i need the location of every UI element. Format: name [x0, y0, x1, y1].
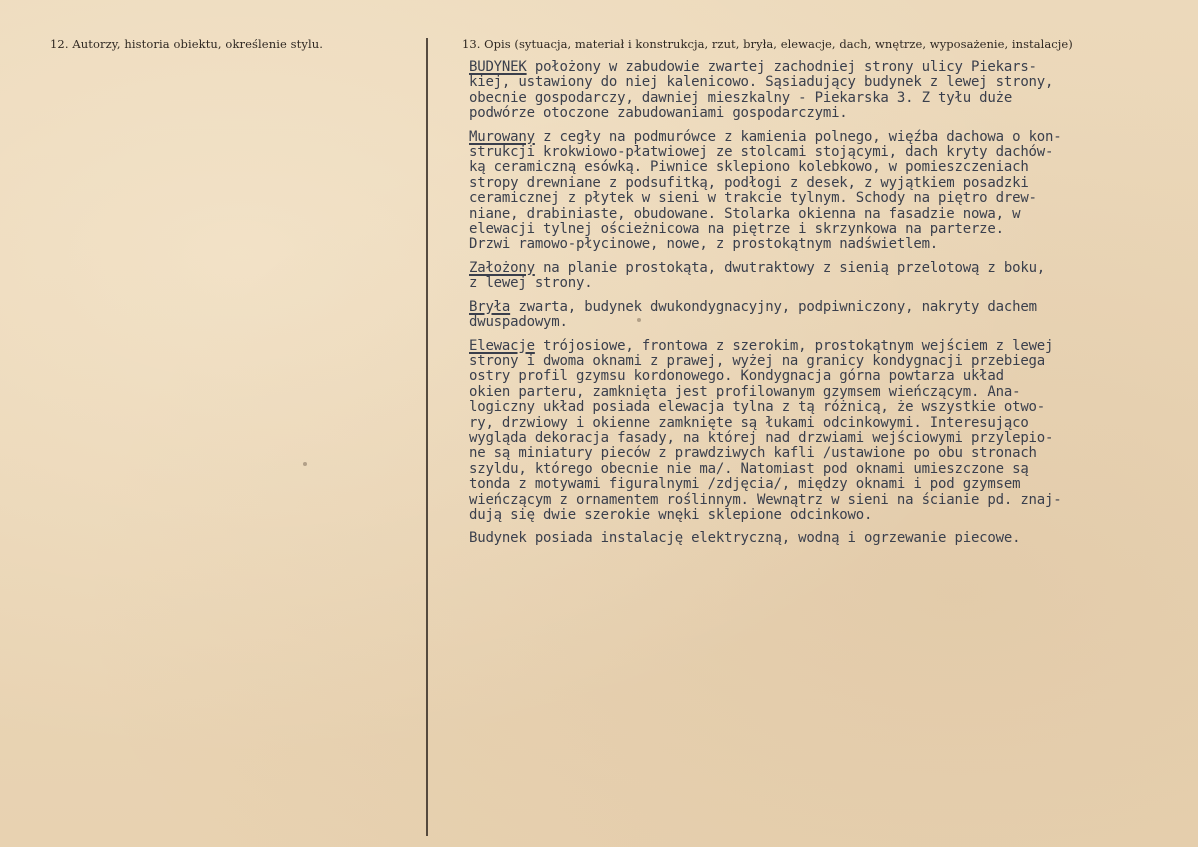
text-span: na planie prostokąta, dwutraktowy z sienią przelotową z boku, — [534, 259, 1046, 276]
text-line: ne są miniatury pieców z prawdziwych kafli /ustawione po obu stronach — [469, 445, 1037, 462]
text-line: ry, drzwiowy i okienne zamknięte są łukami odcinkowymi. Interesująco — [469, 414, 1029, 431]
text-line: logiczny układ posiada elewacja tylna z tą różnicą, że wszystkie otwo- — [469, 399, 1046, 416]
text-span: trójosiowe, frontowa z szerokim, prostokątnym wejściem z lewej — [534, 337, 1054, 354]
text-span: położony w zabudowie zwartej zachodniej strony ulicy Piekars- — [526, 59, 1037, 75]
keyword-budynek: BUDYNEK — [469, 59, 527, 75]
text-line: strukcji krokwiowo-płatwiowej ze stolcami stojącymi, dach kryty dachów- — [469, 144, 1054, 161]
paper-speck — [303, 462, 307, 466]
section-13-heading: 13. Opis (sytuacja, materiał i konstrukcja, rzut, bryła, elewacje, dach, wnętrze, wyposażenie, instalacje) — [462, 37, 1073, 51]
text-line: tonda z motywami figuralnymi /zdjęcia/, między oknami i pod gzymsem — [469, 476, 1021, 493]
keyword-zalozony: Założony — [469, 259, 535, 276]
text-span: z cegły na podmurówce z kamienia polnego, więźba dachowa o kon- — [534, 128, 1062, 145]
text-line — [469, 300, 1181, 315]
text-line — [469, 261, 1181, 276]
column-divider — [426, 38, 428, 836]
text-line: strony i dwoma oknami z prawej, wyżej na granicy kondygnacji przebiega — [469, 352, 1046, 369]
text-line — [469, 60, 1181, 75]
typed-description — [469, 60, 1181, 555]
text-line — [469, 339, 1181, 354]
text-span: zwarta, budynek dwukondygnacyjny, podpiwniczony, nakryty dachem — [510, 298, 1037, 315]
text-line: ką ceramiczną esówką. Piwnice sklepiono kolebkowo, w pomieszczeniach — [469, 159, 1029, 176]
text-line: kiej, ustawiony do niej kalenicowo. Sąsiadujący budynek z lewej strony, — [469, 74, 1054, 91]
text-line: elewacji tylnej ościeżnicowa na piętrze i skrzynkowa na parterze. — [469, 221, 1004, 238]
text-line: obecnie gospodarczy, dawniej mieszkalny - Piekarska 3. Z tyłu duże — [469, 89, 1013, 106]
text-line: ostry profil gzymsu kordonowego. Kondygnacja górna powtarza układ — [469, 368, 1004, 385]
text-line: z lewej strony. — [469, 275, 593, 292]
text-line — [469, 130, 1181, 145]
text-line: niane, drabiniaste, obudowane. Stolarka okienna na fasadzie nowa, w — [469, 205, 1021, 222]
paragraph-plan — [469, 261, 1181, 292]
text-line: Drzwi ramowo-płycinowe, nowe, z prostokątnym nadświetlem. — [469, 236, 939, 253]
paragraph-construction — [469, 130, 1181, 253]
paragraph-massing — [469, 300, 1181, 331]
text-line: szyldu, którego obecnie nie ma/. Natomiast pod oknami umieszczone są — [469, 460, 1029, 477]
paper-speck — [637, 318, 641, 322]
text-line: ceramicznej z płytek w sieni w trakcie tylnym. Schody na piętro drew- — [469, 190, 1037, 207]
keyword-murowany: Murowany — [469, 128, 535, 145]
text-line: dwuspadowym. — [469, 314, 568, 331]
paragraph-location — [469, 60, 1181, 122]
keyword-bryla: Bryła — [469, 298, 511, 315]
text-line: Budynek posiada instalację elektryczną, wodną i ogrzewanie piecowe. — [469, 530, 1021, 547]
keyword-elewacje: Elewacje — [469, 337, 535, 354]
text-line: stropy drewniane z podsufitką, podłogi z desek, z wyjątkiem posadzki — [469, 174, 1029, 191]
text-line: podwórze otoczone zabudowaniami gospodarczymi. — [469, 105, 848, 122]
paragraph-installations — [469, 531, 1181, 546]
paragraph-elevations — [469, 339, 1181, 524]
text-line: wieńczącym z ornamentem roślinnym. Wewnątrz w sieni na ścianie pd. znaj- — [469, 491, 1062, 508]
section-12-heading: 12. Autorzy, historia obiektu, określenie stylu. — [50, 37, 324, 51]
text-line: wygląda dekoracja fasady, na której nad drzwiami wejściowymi przylepio- — [469, 429, 1054, 446]
text-line: dują się dwie szerokie wnęki sklepione odcinkowo. — [469, 506, 873, 523]
text-line: okien parteru, zamknięta jest profilowanym gzymsem wieńczącym. Ana- — [469, 383, 1021, 400]
